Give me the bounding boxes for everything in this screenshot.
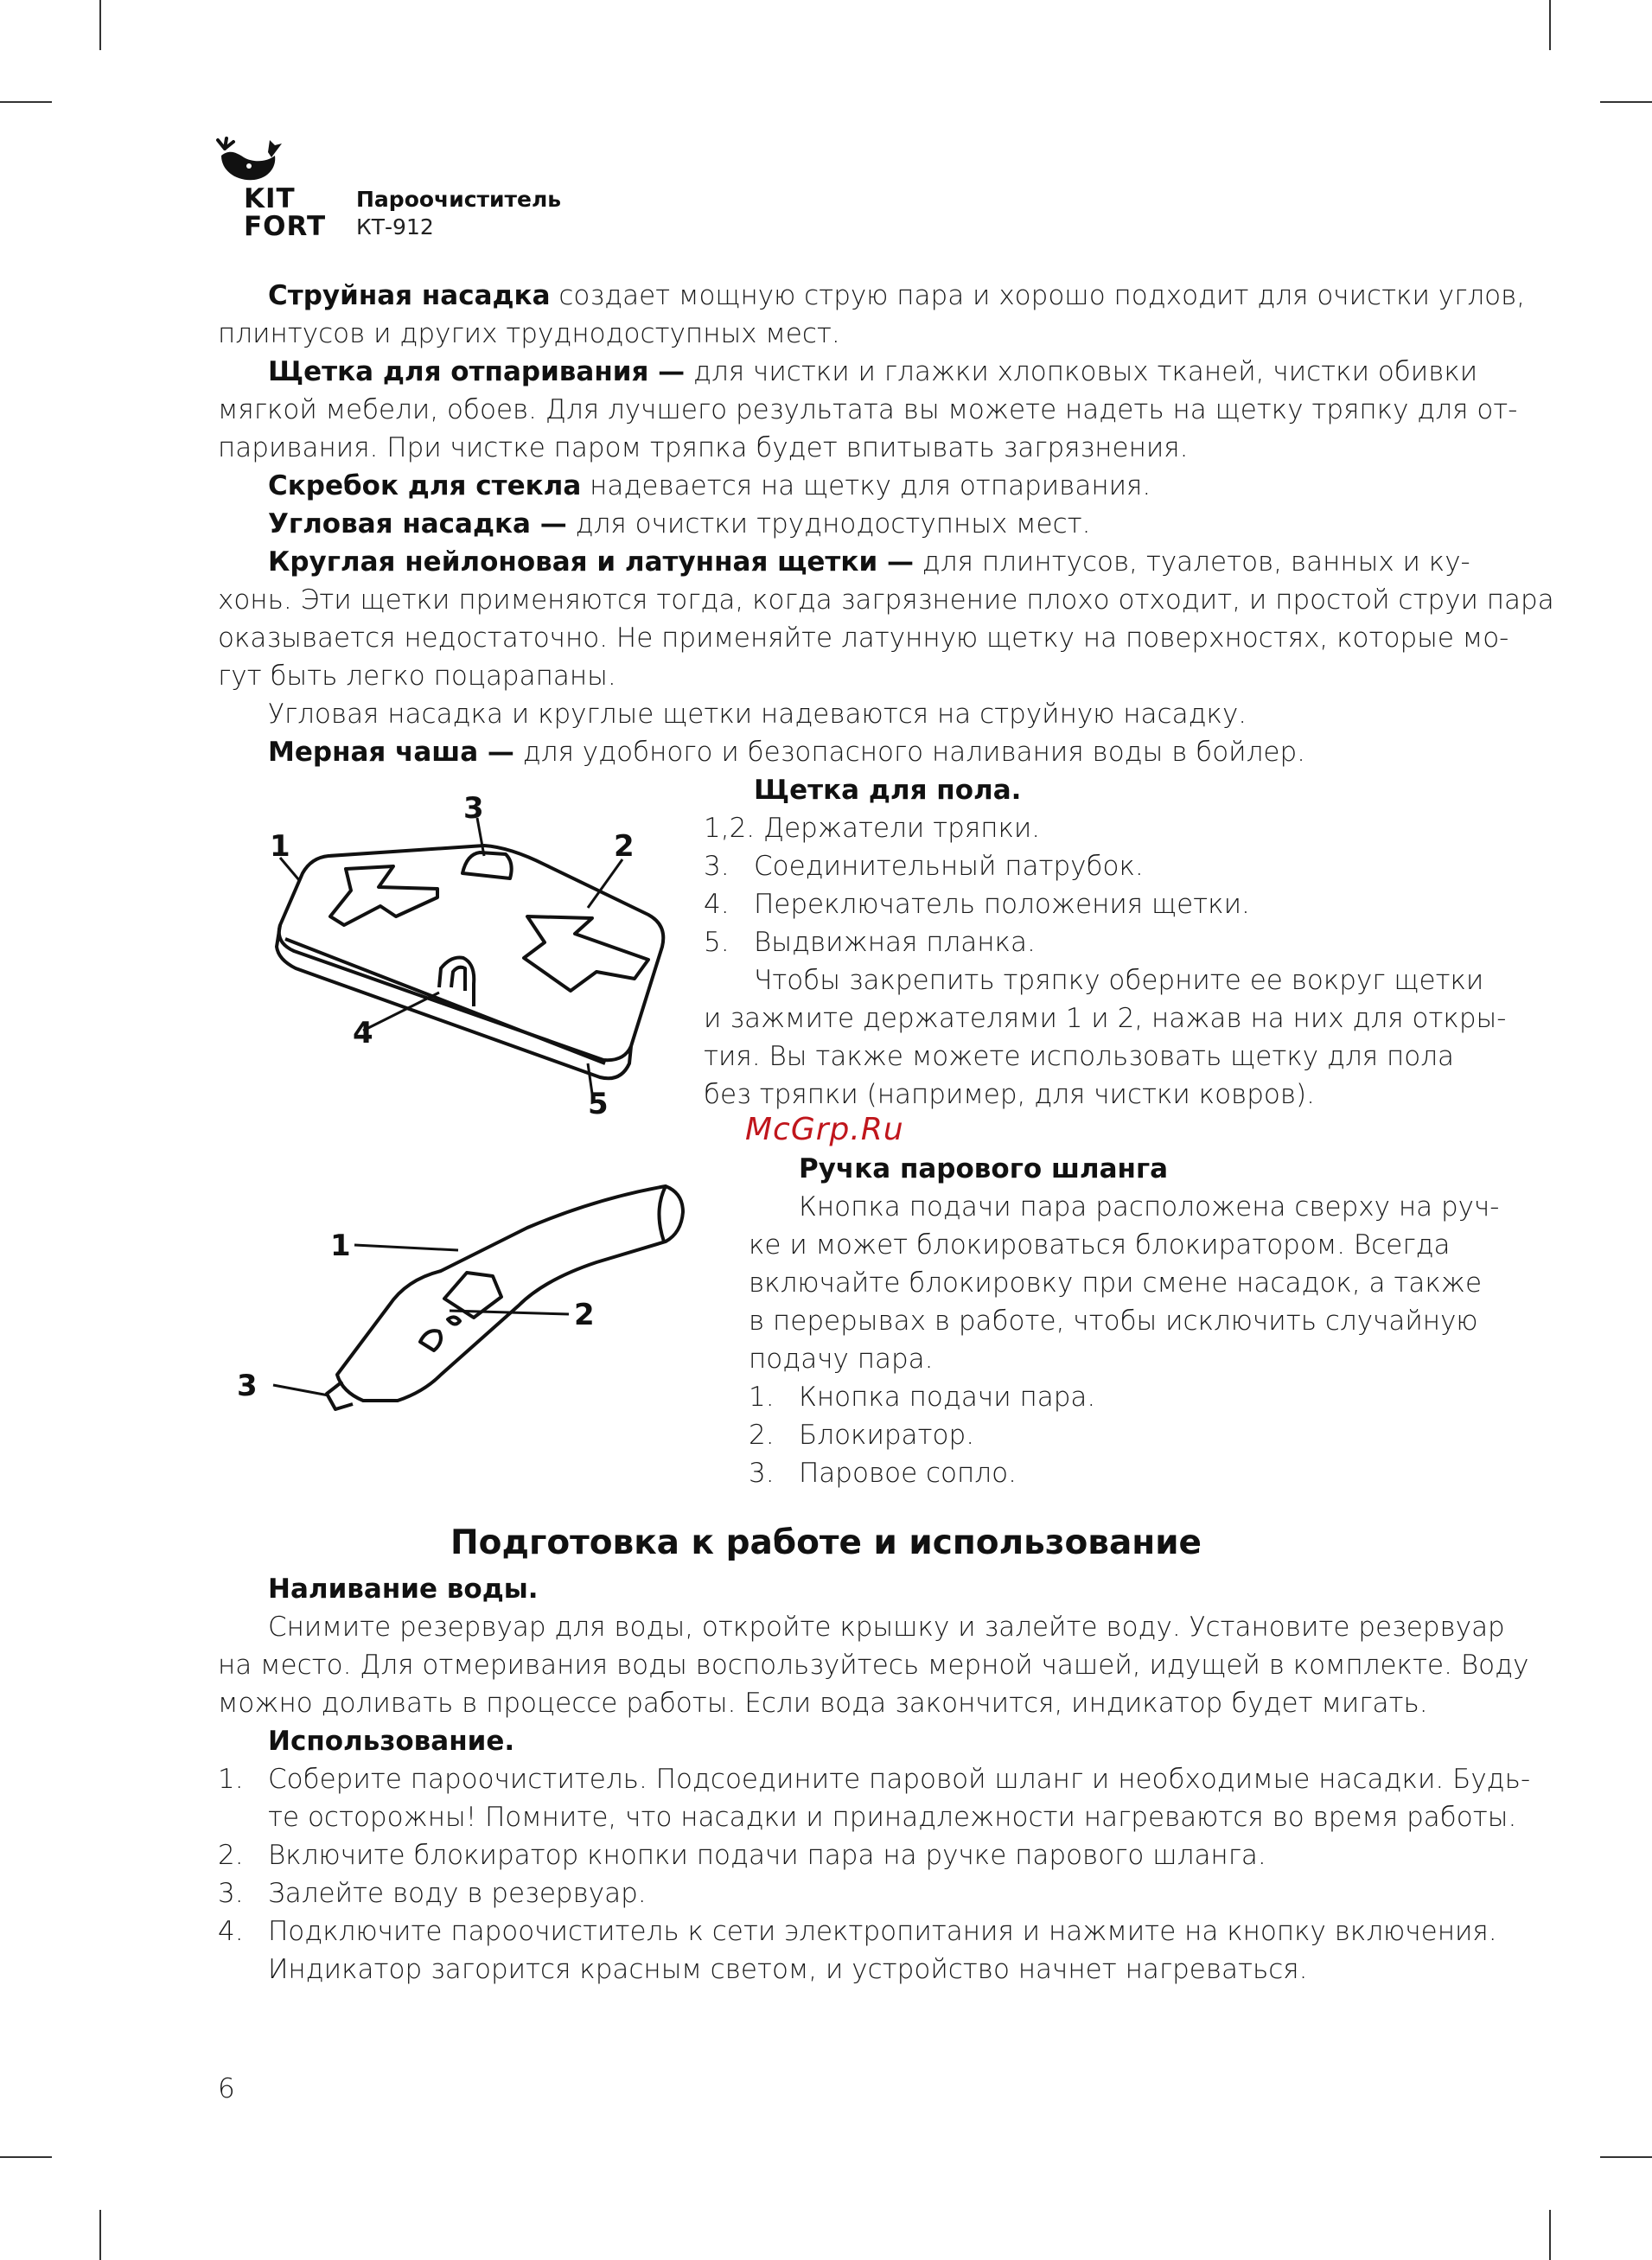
list-item: 5. Выдвижная планка.	[704, 927, 1036, 958]
crop-mark	[1600, 2156, 1652, 2158]
step-item: 3. Залейте воду в резервуар.	[218, 1878, 647, 1909]
term: Скребок для стекла	[268, 470, 582, 501]
figure-label: 3	[237, 1369, 258, 1403]
hose-handle-para-line: включайте блокировку при смене насадок, а также	[749, 1267, 1483, 1299]
brand-name	[244, 185, 326, 240]
figure-label: 4	[353, 1016, 373, 1050]
step-item: 1. Соберите пароочиститель. Подсоедините паровой шланг и необходимые насадки. Будь-	[218, 1764, 1531, 1795]
figure-label: 2	[574, 1298, 595, 1332]
term: Щетка для отпаривания —	[268, 356, 686, 387]
desc: надевается на щетку для отпаривания.	[581, 470, 1151, 501]
crop-mark	[99, 2210, 101, 2260]
desc: для чистки и глажки хлопковых тканей, чистки обивки	[685, 356, 1478, 387]
list-item: 3. Паровое сопло.	[749, 1458, 1017, 1489]
term: Круглая нейлоновая и латунная щетки —	[268, 546, 914, 578]
figure-label: 5	[588, 1087, 609, 1121]
floor-brush-para-line: и зажмите держателями 1 и 2, нажав на них для откры-	[704, 1003, 1507, 1034]
desc: для удобного и безопасного наливания воды в бойлер.	[513, 737, 1306, 768]
intro-item-corner	[218, 505, 1454, 543]
step-item: 2. Включите блокиратор кнопки подачи пара на ручке парового шланга.	[218, 1840, 1266, 1871]
list-item: 4. Переключатель положения щетки.	[704, 889, 1250, 920]
use-title: Использование.	[268, 1726, 515, 1757]
crop-mark	[0, 2156, 52, 2158]
desc: для плинтусов, туалетов, ванных и ку-	[913, 546, 1470, 578]
desc: Угловая насадка и круглые щетки надеваются на струйную насадку.	[268, 699, 1247, 730]
list-item: 1,2. Держатели тряпки.	[704, 813, 1041, 844]
section-title: Подготовка к работе и использование	[450, 1523, 1202, 1562]
intro-line: оказывается недостаточно. Не применяйте латунную щетку на поверхностях, которые мо-	[218, 622, 1509, 654]
crop-mark	[99, 0, 101, 50]
floor-brush-figure	[251, 787, 683, 1133]
hose-handle-para-line: Кнопка подачи пара расположена сверху на руч-	[799, 1191, 1500, 1223]
figure-label: 1	[270, 829, 290, 864]
step-line: те осторожны! Помните, что насадки и принадлежности нагреваются во время работы.	[268, 1802, 1517, 1833]
desc: создает мощную струю пара и хорошо подходит для очистки углов,	[550, 280, 1526, 311]
brand-logo	[214, 137, 284, 188]
list-item: 1. Кнопка подачи пара.	[749, 1382, 1096, 1413]
hose-handle-figure	[233, 1159, 700, 1418]
floor-brush-title: Щетка для пола.	[754, 775, 1022, 806]
figure-label: 2	[614, 829, 635, 864]
crop-mark	[1549, 2210, 1551, 2260]
floor-brush-para-line: Чтобы закрепить тряпку оберните ее вокруг щетки	[754, 965, 1484, 996]
step-item: 4. Подключите пароочиститель к сети электропитания и нажмите на кнопку включения.	[218, 1916, 1497, 1947]
intro-line: паривания. При чистке паром тряпка будет впитывать загрязнения.	[218, 432, 1189, 463]
water-para-line: можно доливать в процессе работы. Если вода закончится, индикатор будет мигать.	[218, 1688, 1428, 1719]
intro-line: мягкой мебели, обоев. Для лучшего результата вы можете надеть на щетку тряпку для от-	[218, 394, 1518, 425]
intro-line: хонь. Эти щетки применяются тогда, когда загрязнение плохо отходит, и простой струи пара	[218, 584, 1554, 616]
whale-logo-icon	[214, 137, 284, 185]
hose-handle-title: Ручка парового шланга	[799, 1153, 1169, 1184]
desc: для очистки труднодоступных мест.	[566, 508, 1091, 539]
crop-mark	[1549, 0, 1551, 50]
water-para-line: на место. Для отмеривания воды воспользуйтесь мерной чашей, идущей в комплекте. Воду	[218, 1650, 1529, 1681]
floor-brush-para-line: без тряпки (например, для чистки ковров).	[704, 1079, 1315, 1110]
intro-item-round-brushes	[218, 543, 1470, 581]
hose-handle-para-line: подачу пара.	[749, 1344, 934, 1375]
term: Угловая насадка —	[268, 508, 567, 539]
page-number: 6	[218, 2073, 235, 2104]
watermark: McGrp.Ru	[745, 1112, 904, 1147]
brand-line-2: FORT	[244, 211, 327, 242]
hose-handle-para-line: ке и может блокироваться блокиратором. Всегда	[749, 1229, 1451, 1261]
intro-item-cup	[218, 733, 1454, 771]
hose-handle-para-line: в перерывах в работе, чтобы исключить случайную	[749, 1306, 1478, 1337]
product-model: КТ-912	[356, 214, 434, 239]
floor-brush-para-line: тия. Вы также можете использовать щетку для пола	[704, 1041, 1454, 1072]
crop-mark	[0, 101, 52, 103]
figure-label: 3	[463, 791, 484, 826]
intro-item-note	[218, 695, 1454, 733]
intro-line: гут быть легко поцарапаны.	[218, 661, 616, 692]
product-title: Пароочиститель	[356, 187, 562, 212]
crop-mark	[1600, 101, 1652, 103]
intro-item-steam-brush	[218, 353, 1478, 391]
list-item: 3. Соединительный патрубок.	[704, 851, 1144, 882]
water-title: Наливание воды.	[268, 1574, 539, 1605]
intro-line: плинтусов и других труднодоступных мест.	[218, 318, 840, 349]
intro-item-scraper	[218, 467, 1454, 505]
term: Струйная насадка	[268, 280, 551, 311]
figure-label: 1	[330, 1229, 351, 1263]
intro-item-jet	[218, 277, 1526, 315]
list-item: 2. Блокиратор.	[749, 1420, 975, 1451]
term: Мерная чаша —	[268, 737, 514, 768]
step-line: Индикатор загорится красным светом, и устройство начнет нагреваться.	[268, 1954, 1308, 1985]
water-para-line: Снимите резервуар для воды, откройте крышку и залейте воду. Установите резервуар	[268, 1612, 1505, 1643]
brand-line-1: KIT	[244, 183, 296, 214]
